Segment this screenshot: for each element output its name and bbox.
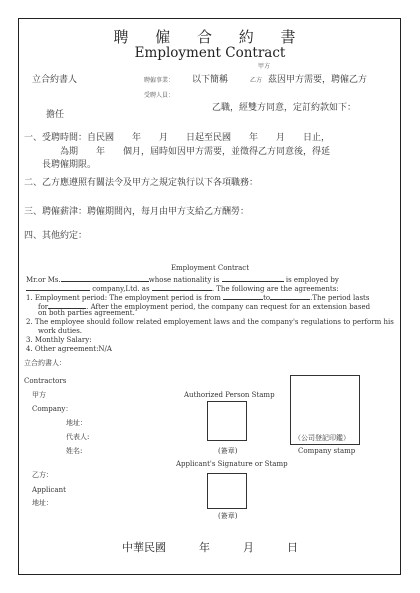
party-b-label: 乙方 [250,77,263,84]
article-4: 四、其他約定： [24,231,88,241]
brief-label: 以下簡稱 [192,75,229,85]
english-item-1-line-3: on both parties agreement. [38,309,135,317]
employment-clause: 茲因甲方需要，聘僱乙方 [268,75,368,85]
english-paragraph-line-1: Mr.or Ms. whose nationality is is employed by [26,276,339,284]
article-1-line-3: 長聘僱期限。 [24,160,97,170]
assign-label: 擔任 [46,110,65,120]
agreement-clause: 乙職，經雙方同意，定訂約款如下： [212,103,357,113]
authorized-stamp-box[interactable] [207,401,247,441]
applicant-label: Applicant [32,486,66,494]
address-label: 地址： [66,419,87,427]
seal-label-b: (簽章) [218,512,238,520]
article-1-line-2: 為期 年 個月，屆時如因甲方需要，並徵得乙方同意後，得延 [24,147,331,157]
title-chinese: 聘 僱 合 約 書 [113,28,307,46]
english-item-4: 4. Other agreement:N/A [26,345,112,353]
applicant-address-label: 地址： [32,499,53,507]
applicant-stamp-label: Applicant's Signature or Stamp [176,460,288,468]
english-item-1-line-2: for . After the employment period, the company can request for an extension based [38,303,371,311]
signatory-label: 立合約書人 [32,75,78,85]
english-item-1-line-1: 1. Employment period: The employment period is from to .The period lasts [26,294,370,302]
contractors-label: Contractors [24,377,67,385]
article-2: 二、乙方應遵照有關法令及甲方之規定執行以下各項職務： [24,178,259,188]
title-english: Employment Contract [134,45,286,61]
company-label: Company： [32,405,73,413]
english-section-title: Employment Contract [170,264,250,272]
representative-label: 代表人: [66,433,90,441]
english-item-2-line-1: 2. The employee should follow related employement laws and the company's regulations to perform his [26,318,394,326]
date-line: 中華民國 年 月 日 [122,541,298,554]
company-stamp-label: Company stamp [298,447,356,455]
english-item-2-line-2: work duties. [38,327,83,335]
authorized-stamp-label: Authorized Person Stamp [184,391,275,399]
party-b-label: 乙方： [32,471,53,479]
article-1-line-1: 一、受聘時間：自民國 年 月 日起至民國 年 月 日止， [24,133,331,143]
applicant-stamp-box[interactable] [207,473,247,509]
name-label: 姓名: [66,447,83,455]
company-seal-label: （公司登記印鑑） [294,434,350,442]
signatory-section-label: 立合約書人： [24,359,66,367]
party-a-label: 甲方 [32,391,46,399]
english-paragraph-line-2: company,Ltd. as . The following are the agreements: [26,283,339,293]
english-item-3: 3. Monthly Salary: [26,336,92,344]
seal-label-a: (簽章) [218,447,238,455]
article-3: 三、聘僱薪津：聘僱期間內，每月由甲方支給乙方酬勞： [24,207,250,217]
party-a-superscript: 甲方 [258,63,271,70]
employee-label: 受聘人員： [144,92,175,99]
employer-label: 聘僱事業： [144,77,175,84]
